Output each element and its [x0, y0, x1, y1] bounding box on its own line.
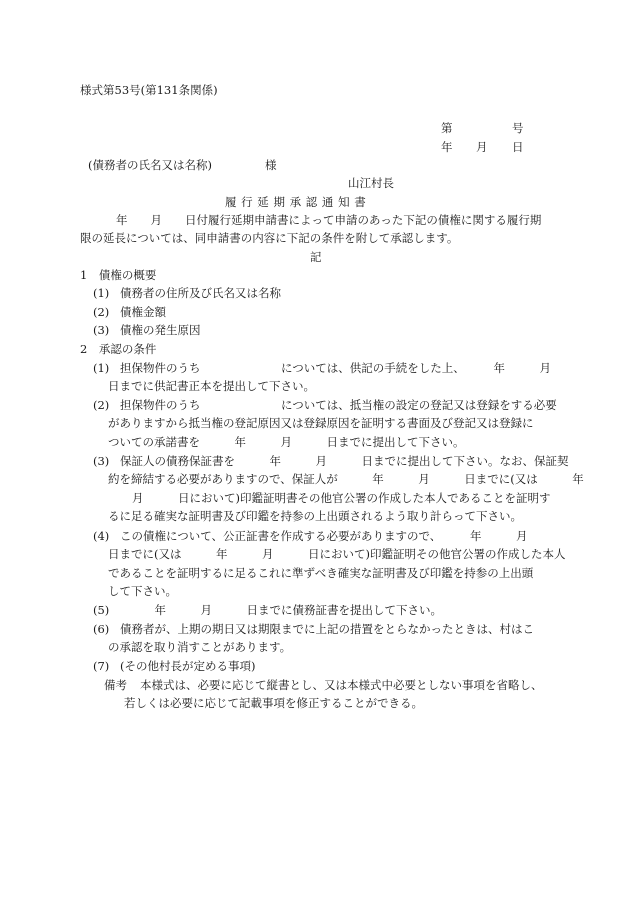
section-1-item-3-text: 債権の発生原因 — [120, 323, 201, 337]
issuer: 山江村長 — [348, 176, 394, 190]
document-number-suffix: 号 — [512, 121, 524, 135]
section-1-item-1-text: 債務者の住所及び氏名又は名称 — [120, 286, 281, 300]
condition-3-line-4: るに足る確実な証明書及び印鑑を持参の上出頭されるよう取り計らって下さい。 — [108, 509, 522, 523]
condition-7-line-1: (その他村長が定める事項) — [120, 659, 256, 673]
condition-1-line-1: 担保物件のうち については、供記の手続をした上、 年 月 — [120, 361, 552, 375]
condition-3-line-1: 保証人の債務保証書を 年 月 日までに提出して下さい。なお、保証契 — [120, 454, 569, 468]
section-1-heading: 1 債権の概要 — [80, 268, 157, 282]
condition-3-line-3: 月 日において)印鑑証明書その他官公署の作成した本人であることを証明す — [132, 491, 551, 505]
condition-4-line-2: 日までに(又は 年 月 日において)印鑑証明その他官公署の作成した本人 — [108, 547, 566, 561]
addressee-placeholder: (債務者の氏名又は名称) — [88, 158, 212, 172]
form-number: 様式第53号(第131条関係) — [80, 83, 218, 97]
condition-7-number: (7) — [93, 659, 110, 673]
remarks-label: 備考 — [104, 678, 127, 692]
intro-line-2: 限の延長については、同申請書の内容に下記の条件を附して承認します。 — [80, 231, 459, 245]
date-year: 年 — [441, 140, 453, 154]
date-day: 日 — [512, 140, 524, 154]
condition-1-line-2: 日までに供記書正本を提出して下さい。 — [108, 379, 315, 393]
condition-2-line-1: 担保物件のうち については、抵当権の設定の登記又は登録をする必要 — [120, 398, 557, 412]
condition-4-line-1: この債権について、公正証書を作成する必要がありますので、 年 月 — [120, 529, 528, 543]
section-1-item-2-number: (2) — [93, 305, 110, 319]
condition-6-line-1: 債務者が、上期の期日又は期限までに上記の措置をとらなかったときは、村はこ — [120, 622, 534, 636]
remarks-line-2: 若しくは必要に応じて記載事項を修正することができる。 — [124, 696, 423, 710]
condition-3-number: (3) — [93, 454, 110, 468]
document-number-prefix: 第 — [441, 121, 453, 135]
condition-4-line-3: であることを証明するに足るこれに準ずべき確実な証明書及び印鑑を持参の上出頭 — [108, 566, 534, 580]
section-2-heading: 2 承認の条件 — [80, 342, 157, 356]
date-month: 月 — [476, 140, 488, 154]
condition-2-line-3: ついての承諾書を 年 月 日までに提出して下さい。 — [108, 435, 465, 449]
condition-4-number: (4) — [93, 529, 110, 543]
condition-2-number: (2) — [93, 398, 110, 412]
condition-6-number: (6) — [93, 622, 110, 636]
condition-1-number: (1) — [93, 361, 110, 375]
condition-4-line-4: して下さい。 — [108, 584, 177, 598]
section-1-item-1-number: (1) — [93, 286, 110, 300]
intro-line-1: 年 月 日付履行延期申請書によって申請のあった下記の債権に関する履行期 — [116, 213, 542, 227]
condition-6-line-2: の承認を取り消すことがあります。 — [108, 640, 292, 654]
remarks-line-1: 本様式は、必要に応じて縦書とし、又は本様式中必要としない事項を省略し、 — [140, 678, 543, 692]
condition-5-line-1: 年 月 日までに債務証書を提出して下さい。 — [120, 603, 442, 617]
condition-2-line-2: がありますから抵当権の登記原因又は登録原因を証明する書面及び登記又は登録に — [108, 416, 534, 430]
document-title: 履 行 延 期 承 認 通 知 書 — [225, 195, 367, 209]
condition-3-line-2: 約を締結する必要がありますので、保証人が 年 月 日までに(又は 年 — [108, 472, 584, 486]
section-1-item-3-number: (3) — [93, 323, 110, 337]
ki-heading: 記 — [310, 250, 322, 264]
condition-5-number: (5) — [93, 603, 110, 617]
section-1-item-2-text: 債権金額 — [120, 305, 166, 319]
honorific: 様 — [265, 158, 277, 172]
